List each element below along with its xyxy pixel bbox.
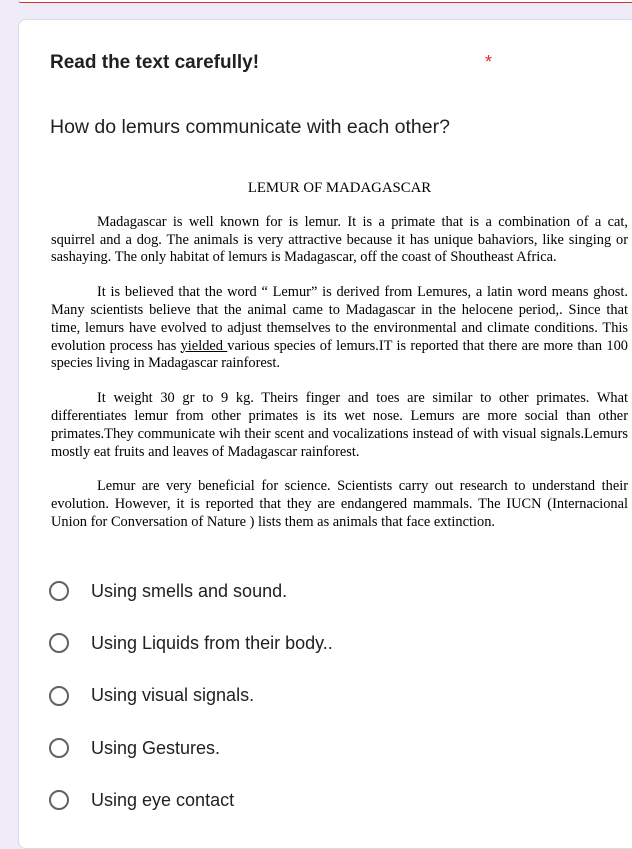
option-label: Using smells and sound. bbox=[91, 580, 288, 601]
option-gestures[interactable] bbox=[49, 722, 609, 774]
radio-button[interactable] bbox=[49, 633, 69, 653]
question-title: Read the text carefully! bbox=[50, 52, 260, 73]
option-label: Using Gestures. bbox=[91, 737, 221, 758]
passage-heading: LEMUR OF MADAGASCAR bbox=[247, 180, 432, 196]
option-eye-contact[interactable] bbox=[49, 774, 609, 826]
radio-button[interactable] bbox=[49, 581, 69, 601]
reading-passage bbox=[51, 180, 628, 549]
radio-button[interactable] bbox=[49, 686, 69, 706]
radio-button[interactable] bbox=[49, 738, 69, 758]
option-liquids[interactable] bbox=[49, 617, 609, 669]
paragraph-2-text-a: It is believed that the word “ Lemur” is derived from Lemures, a latin word means ghost. Many scientists believe that the animal came to Madagascar in the helocene period,. Since that time, lemurs have evolved to adjust themselves to the environmental and climate conditions. This evolution process has bbox=[51, 284, 628, 354]
option-label: Using visual signals. bbox=[91, 685, 255, 706]
passage-paragraph-4: Lemur are very beneficial for science. Scientists carry out research to understand their evolution. However, it is reported that they are endangered mammals. The IUCN (Internacional Union for Conversation of Nature ) lists them as animals that face extinction. bbox=[51, 478, 628, 530]
option-smells-and-sound[interactable] bbox=[49, 565, 609, 617]
radio-button[interactable] bbox=[49, 790, 69, 810]
answer-options bbox=[49, 565, 609, 826]
passage-paragraph-3: It weight 30 gr to 9 kg. Theirs finger and toes are similar to other primates. What differentiates lemur from other primates is its wet nose. Lemurs are more social than other primates.They communicate wih their scent and vocalizations instead of with visual signals.Lemurs mostly eat fruits and leaves of Madagascar rainforest. bbox=[51, 390, 628, 460]
required-asterisk: * bbox=[485, 52, 493, 72]
previous-card-edge bbox=[18, 0, 632, 3]
passage-paragraph-1: Madagascar is well known for is lemur. It is a primate that is a combination of a cat, squirrel and a dog. The animals is very attractive because it has unique bahaviors, like singing or sashaying. The only habitat of lemurs is Madagascar, off the coast of Shoutheast Africa. bbox=[51, 213, 628, 266]
question-text: How do lemurs communicate with each other? bbox=[50, 116, 450, 138]
underlined-word: yielded bbox=[180, 337, 228, 354]
passage-paragraph-2 bbox=[51, 284, 628, 373]
option-label: Using Liquids from their body.. bbox=[91, 632, 333, 653]
paragraph-2-text-b: various species of lemurs.IT is reported that there are more than 100 species living in Madagascar rainforest. bbox=[51, 337, 628, 372]
option-visual-signals[interactable] bbox=[49, 670, 609, 722]
option-label: Using eye contact bbox=[91, 789, 235, 810]
